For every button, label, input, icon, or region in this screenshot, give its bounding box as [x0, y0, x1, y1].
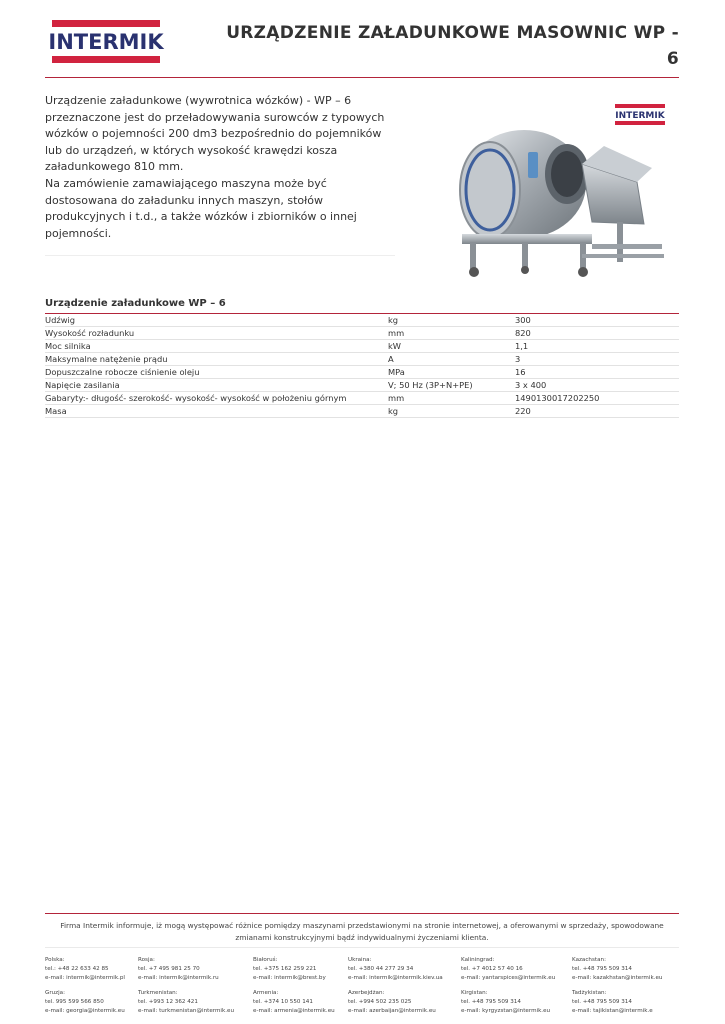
header-divider: [45, 77, 679, 78]
contact-country: Rosja:: [138, 957, 155, 963]
spec-unit: mm: [388, 392, 515, 405]
contact-email[interactable]: e-mail: intermik@intermik.ru: [138, 975, 219, 981]
contact-georgia: [45, 989, 125, 1016]
contact-tajikistan: [572, 989, 653, 1016]
contact-phone[interactable]: tel. +375 162 259 221: [253, 966, 317, 972]
contact-country: Azerbejdżan:: [348, 990, 385, 996]
contact-phone[interactable]: tel. +374 10 550 141: [253, 999, 313, 1005]
contact-email[interactable]: e-mail: georgia@intermik.eu: [45, 1008, 125, 1014]
spec-unit: kg: [388, 314, 515, 327]
contact-email[interactable]: e-mail: armenia@intermik.eu: [253, 1008, 335, 1014]
spec-value: 820: [515, 327, 679, 340]
description-paragraph: Urządzenie załadunkowe (wywrotnica wózków) - WP – 6 przeznaczone jest do przeładowywania surowców z typowych wózków o pojemności 200 dm3 bezpośrednio do pojemników lub do urządzeń, w których wysokość krawędzi kosza załadunkowego 810 mm.: [45, 94, 385, 174]
spec-name: Gabaryty:- długość- szerokość- wysokość- wysokość w położeniu górnym: [45, 392, 388, 405]
contact-country: Tadżykistan:: [572, 990, 607, 996]
description-divider: [45, 255, 395, 256]
contact-phone[interactable]: tel. +993 12 362 421: [138, 999, 198, 1005]
spec-name: Udźwig: [45, 314, 388, 327]
contact-phone[interactable]: tel. +48 795 509 314: [572, 966, 632, 972]
contact-country: Kazachstan:: [572, 957, 606, 963]
contact-kyrgyzstan: [461, 989, 550, 1016]
contact-country: Kaliningrad:: [461, 957, 495, 963]
contact-phone[interactable]: tel. 995 599 566 850: [45, 999, 104, 1005]
tumbler-loader-illustration: [432, 94, 680, 290]
contact-country: Kirgistan:: [461, 990, 488, 996]
product-description: [45, 93, 395, 242]
contact-kaliningrad: [461, 956, 555, 983]
spec-value: 1,1: [515, 340, 679, 353]
contact-phone[interactable]: tel. +48 795 509 314: [461, 999, 521, 1005]
footer-separator: [45, 947, 679, 948]
page-title: URZĄDZENIE ZAŁADUNKOWE MASOWNIC WP - 6: [226, 23, 679, 69]
table-row: [45, 392, 679, 405]
logo-stripe-top: [52, 20, 160, 27]
spec-name: Napięcie zasilania: [45, 379, 388, 392]
contact-email[interactable]: e-mail: kazakhstan@intermik.eu: [572, 975, 663, 981]
contact-phone[interactable]: tel.: +48 22 633 42 85: [45, 966, 109, 972]
contact-phone[interactable]: tel. +380 44 277 29 34: [348, 966, 414, 972]
footer-divider: [45, 913, 679, 914]
description-paragraph: Na zamówienie zamawiającego maszyna może być dostosowana do załadunku innych maszyn, stołów produkcyjnych i t.d., a także wózków i zbiorników o innej pojemności.: [45, 176, 357, 240]
spec-name: Dopuszczalne robocze ciśnienie oleju: [45, 366, 388, 379]
spec-name: Masa: [45, 405, 388, 418]
spec-name: Moc silnika: [45, 340, 388, 353]
table-row: [45, 353, 679, 366]
spec-name: Maksymalne natężenie prądu: [45, 353, 388, 366]
table-row: [45, 327, 679, 340]
contact-email[interactable]: e-mail: tajikistan@intermik.e: [572, 1008, 653, 1014]
footer-disclaimer: Firma Intermik informuje, iż mogą występować różnice pomiędzy maszynami przedstawionymi na stronie internetowej, a oferowanymi w sprzedaży, spowodowane zmianami konstrukcyjnymi bądź indywidualnymi życzeniami klienta.: [60, 921, 664, 942]
contact-country: Polska:: [45, 957, 65, 963]
contact-armenia: [253, 989, 335, 1016]
table-row: [45, 379, 679, 392]
contact-country: Turkmenistan:: [138, 990, 178, 996]
contact-kazakhstan: [572, 956, 662, 983]
logo-wordmark: INTERMIK: [48, 30, 164, 54]
contact-phone[interactable]: tel. +7 4012 57 40 16: [461, 966, 523, 972]
contact-email[interactable]: e-mail: intermik@brest.by: [253, 975, 326, 981]
contact-email[interactable]: e-mail: kyrgyzstan@intermik.eu: [461, 1008, 551, 1014]
contact-poland: [45, 956, 125, 983]
contact-russia: [138, 956, 219, 983]
logo-stripe-bottom: [52, 56, 160, 63]
contact-phone[interactable]: tel. +994 502 235 025: [348, 999, 412, 1005]
spec-value: 300: [515, 314, 679, 327]
spec-name: Wysokość rozładunku: [45, 327, 388, 340]
contact-email[interactable]: e-mail: intermik@intermik.kiev.ua: [348, 975, 443, 981]
contact-phone[interactable]: tel. +7 495 981 25 70: [138, 966, 200, 972]
specs-table: [45, 314, 679, 418]
spec-unit: MPa: [388, 366, 515, 379]
contact-phone[interactable]: tel. +48 795 509 314: [572, 999, 632, 1005]
spec-unit: A: [388, 353, 515, 366]
product-image[interactable]: [432, 94, 680, 290]
contact-ukraine: [348, 956, 443, 983]
spec-value: 1490130017202250: [515, 392, 679, 405]
intermik-logo[interactable]: [44, 20, 168, 66]
table-row: [45, 314, 679, 327]
spec-unit: kg: [388, 405, 515, 418]
spec-value: 220: [515, 405, 679, 418]
spec-value: 3 x 400: [515, 379, 679, 392]
contact-country: Ukraina:: [348, 957, 372, 963]
contact-country: Gruzja:: [45, 990, 65, 996]
contact-email[interactable]: e-mail: yantarspices@intermik.eu: [461, 975, 556, 981]
table-row: [45, 340, 679, 353]
table-row: [45, 366, 679, 379]
contact-turkmenistan: [138, 989, 234, 1016]
contact-email[interactable]: e-mail: intermik@intermik.pl: [45, 975, 125, 981]
spec-unit: V; 50 Hz (3P+N+PE): [388, 379, 515, 392]
table-row: [45, 405, 679, 418]
contact-country: Armenia:: [253, 990, 279, 996]
contact-email[interactable]: e-mail: turkmenistan@intermik.eu: [138, 1008, 234, 1014]
spec-unit: kW: [388, 340, 515, 353]
contact-azerbaijan: [348, 989, 436, 1016]
contact-belarus: [253, 956, 326, 983]
spec-value: 3: [515, 353, 679, 366]
contact-email[interactable]: e-mail: azerbaijan@intermik.eu: [348, 1008, 436, 1014]
spec-unit: mm: [388, 327, 515, 340]
image-logo-text: INTERMIK: [615, 111, 665, 121]
specs-title: Urządzenie załadunkowe WP – 6: [45, 298, 226, 309]
contact-country: Białoruś:: [253, 957, 278, 963]
spec-value: 16: [515, 366, 679, 379]
